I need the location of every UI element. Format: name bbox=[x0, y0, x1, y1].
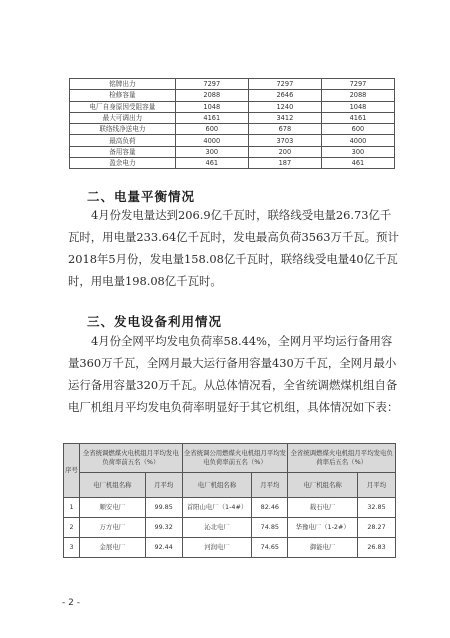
monthly-average-cell: 92.44 bbox=[145, 538, 182, 558]
plant-name-cell: 万方电厂 bbox=[79, 518, 145, 538]
seq-cell: 1 bbox=[64, 498, 80, 518]
table-cell: 2646 bbox=[248, 90, 321, 101]
table-cell: 4161 bbox=[175, 112, 248, 123]
monthly-average-cell: 99.85 bbox=[145, 498, 182, 518]
plant-name-cell: 载石电厂 bbox=[288, 498, 358, 518]
seq-cell: 3 bbox=[64, 538, 80, 558]
table-cell: 2088 bbox=[321, 90, 394, 101]
sub-name-header: 电厂机组名称 bbox=[79, 473, 145, 498]
monthly-average-cell: 28.27 bbox=[358, 518, 396, 538]
table-cell: 200 bbox=[248, 146, 321, 157]
plant-name-cell: 河润电厂 bbox=[182, 538, 252, 558]
plant-name-cell: 御能电厂 bbox=[288, 538, 358, 558]
monthly-average-cell: 99.32 bbox=[145, 518, 182, 538]
group1-header: 全省统调燃煤火电机组月平均发电负荷率前五名（%） bbox=[79, 444, 182, 473]
monthly-average-cell: 32.85 bbox=[358, 498, 396, 518]
row-label: 检修容量 bbox=[70, 90, 176, 101]
sub-avg-header: 月平均 bbox=[252, 473, 288, 498]
plant-name-cell: 金展电厂 bbox=[79, 538, 145, 558]
table-cell: 300 bbox=[175, 146, 248, 157]
row-label: 最大可调出力 bbox=[70, 112, 176, 123]
row-label: 电厂自身原因受阻容量 bbox=[70, 101, 176, 112]
plant-name-cell: 顺安电厂 bbox=[79, 498, 145, 518]
table-cell: 4161 bbox=[321, 112, 394, 123]
monthly-average-cell: 82.46 bbox=[252, 498, 288, 518]
table-row bbox=[70, 146, 395, 157]
table-cell: 2088 bbox=[175, 90, 248, 101]
seq-header: 序号 bbox=[64, 444, 80, 498]
power-balance-table bbox=[69, 78, 395, 169]
monthly-average-cell: 74.65 bbox=[252, 538, 288, 558]
group3-header: 全省统调燃煤火电机组月平均发电负荷率后五名（%） bbox=[288, 444, 396, 473]
electricity-balance-paragraph bbox=[68, 204, 401, 292]
table-cell: 678 bbox=[248, 124, 321, 135]
table-cell: 4000 bbox=[321, 135, 394, 146]
sub-name-header: 电厂机组名称 bbox=[182, 473, 252, 498]
section-heading-equipment-utilization: 三、发电设备利用情况 bbox=[87, 314, 223, 329]
row-label: 最高负荷 bbox=[70, 135, 176, 146]
load-rate-ranking-table bbox=[63, 443, 396, 558]
table-cell: 600 bbox=[321, 124, 394, 135]
row-label: 备用容量 bbox=[70, 146, 176, 157]
table-cell: 461 bbox=[175, 158, 248, 169]
paragraph-text: 4月份全网平均发电负荷率58.44%，全网月平均运行备用容量360万千瓦，全网月最大运行备用容量430万千瓦，全网月最小运行备用容量320万千瓦。从总体情况看，全省统调燃煤机组自备电厂机组月平均发电负荷率明显好于其它机组，具体情况如下表： bbox=[68, 334, 399, 414]
plant-name-cell: 沁北电厂 bbox=[182, 518, 252, 538]
table-cell: 187 bbox=[248, 158, 321, 169]
table-cell: 3412 bbox=[248, 112, 321, 123]
paragraph-text: 4月份发电量达到206.9亿千瓦时，联络线受电量26.73亿千瓦时，用电量233.64亿千瓦时，发电最高负荷3563万千瓦。预计2018年5月份，发电量158.08亿千瓦时，联络线受电量40亿千瓦时，用电量198.08亿千瓦时。 bbox=[68, 208, 399, 288]
row-label: 联络线净送电力 bbox=[70, 124, 176, 135]
row-label: 铭牌出力 bbox=[70, 79, 176, 90]
table-row bbox=[64, 498, 396, 518]
table-row bbox=[64, 518, 396, 538]
seq-cell: 2 bbox=[64, 518, 80, 538]
equipment-utilization-paragraph bbox=[68, 330, 401, 418]
section-heading-electricity-balance: 二、电量平衡情况 bbox=[87, 189, 196, 204]
table-row bbox=[70, 124, 395, 135]
plant-name-cell: 华豫电厂（1-2#） bbox=[288, 518, 358, 538]
table-row bbox=[70, 135, 395, 146]
plant-name-cell: 首阳山电厂（1-4#） bbox=[182, 498, 252, 518]
table-row bbox=[70, 79, 395, 90]
table-cell: 7297 bbox=[248, 79, 321, 90]
sub-name-header: 电厂机组名称 bbox=[288, 473, 358, 498]
table-row bbox=[70, 90, 395, 101]
sub-avg-header: 月平均 bbox=[358, 473, 396, 498]
page-number: - 2 - bbox=[62, 598, 80, 608]
sub-avg-header: 月平均 bbox=[145, 473, 182, 498]
table-cell: 1240 bbox=[248, 101, 321, 112]
table-cell: 7297 bbox=[175, 79, 248, 90]
table-cell: 1048 bbox=[175, 101, 248, 112]
row-label: 盈余电力 bbox=[70, 158, 176, 169]
table-cell: 4000 bbox=[175, 135, 248, 146]
table-cell: 300 bbox=[321, 146, 394, 157]
monthly-average-cell: 74.85 bbox=[252, 518, 288, 538]
table-row bbox=[64, 538, 396, 558]
table-row bbox=[70, 101, 395, 112]
table-cell: 600 bbox=[175, 124, 248, 135]
table-row bbox=[70, 158, 395, 169]
table-cell: 3703 bbox=[248, 135, 321, 146]
monthly-average-cell: 26.83 bbox=[358, 538, 396, 558]
table-cell: 1048 bbox=[321, 101, 394, 112]
table-row bbox=[70, 112, 395, 123]
table-cell: 461 bbox=[321, 158, 394, 169]
group2-header: 全省统调公用燃煤火电机组月平均发电负荷率前五名（%） bbox=[182, 444, 288, 473]
table-cell: 7297 bbox=[321, 79, 394, 90]
